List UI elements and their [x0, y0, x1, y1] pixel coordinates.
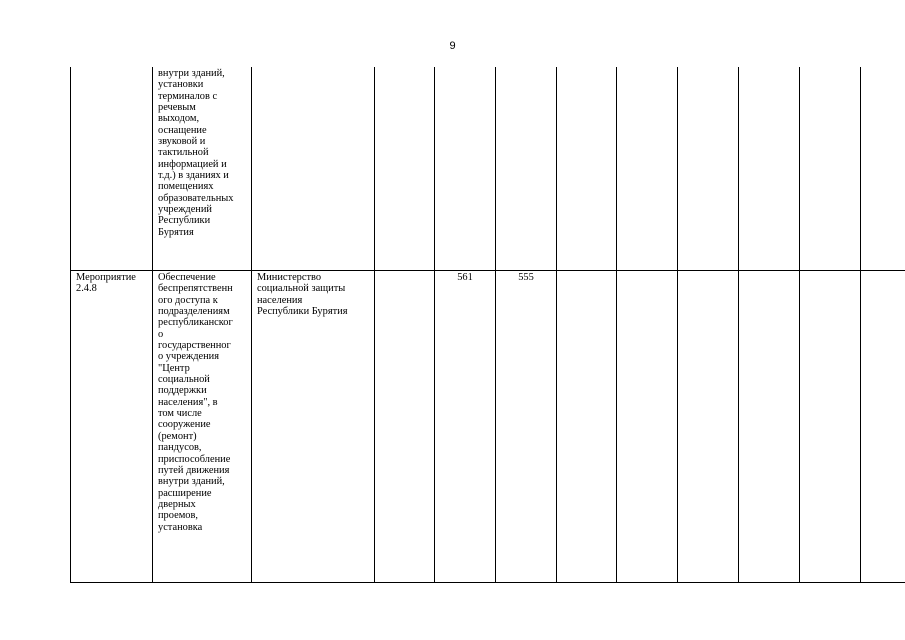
activity-label-cell: Мероприятие 2.4.8 — [71, 271, 153, 583]
value-cell — [617, 271, 678, 583]
value-cell — [557, 67, 617, 271]
executor-cell — [252, 67, 375, 271]
value-cell — [861, 271, 905, 583]
table-row — [71, 67, 905, 271]
page-number: 9 — [449, 40, 456, 52]
value-cell — [375, 67, 435, 271]
program-activities-table — [70, 67, 905, 583]
value-cell — [739, 67, 800, 271]
value-cell — [617, 67, 678, 271]
value-cell — [496, 67, 557, 271]
executor-cell: Министерство социальной защиты населения Республики Бурятия — [252, 271, 375, 583]
value-cell — [375, 271, 435, 583]
value-cell: 555 — [496, 271, 557, 583]
value-cell — [557, 271, 617, 583]
activity-description-cell: внутри зданий, установки терминалов с речевым выходом, оснащение звуковой и тактильной информацией и т.д.) в зданиях и помещениях образовательных учреждений Республики Бурятия — [153, 67, 252, 271]
value-cell — [800, 271, 861, 583]
activity-description-cell: Обеспечение беспрепятственн ого доступа к подразделениям республиканског о государственног о учреждения "Центр социальной поддержки населения", в том числе сооружение (ремонт) пандусов, приспособление путей движения внутри зданий, расширение дверных проемов, установка — [153, 271, 252, 583]
value-cell — [861, 67, 905, 271]
value-cell — [739, 271, 800, 583]
value-cell — [435, 67, 496, 271]
value-cell — [800, 67, 861, 271]
table-row — [71, 271, 905, 583]
value-cell: 561 — [435, 271, 496, 583]
value-cell — [678, 271, 739, 583]
activity-label-cell — [71, 67, 153, 271]
value-cell — [678, 67, 739, 271]
